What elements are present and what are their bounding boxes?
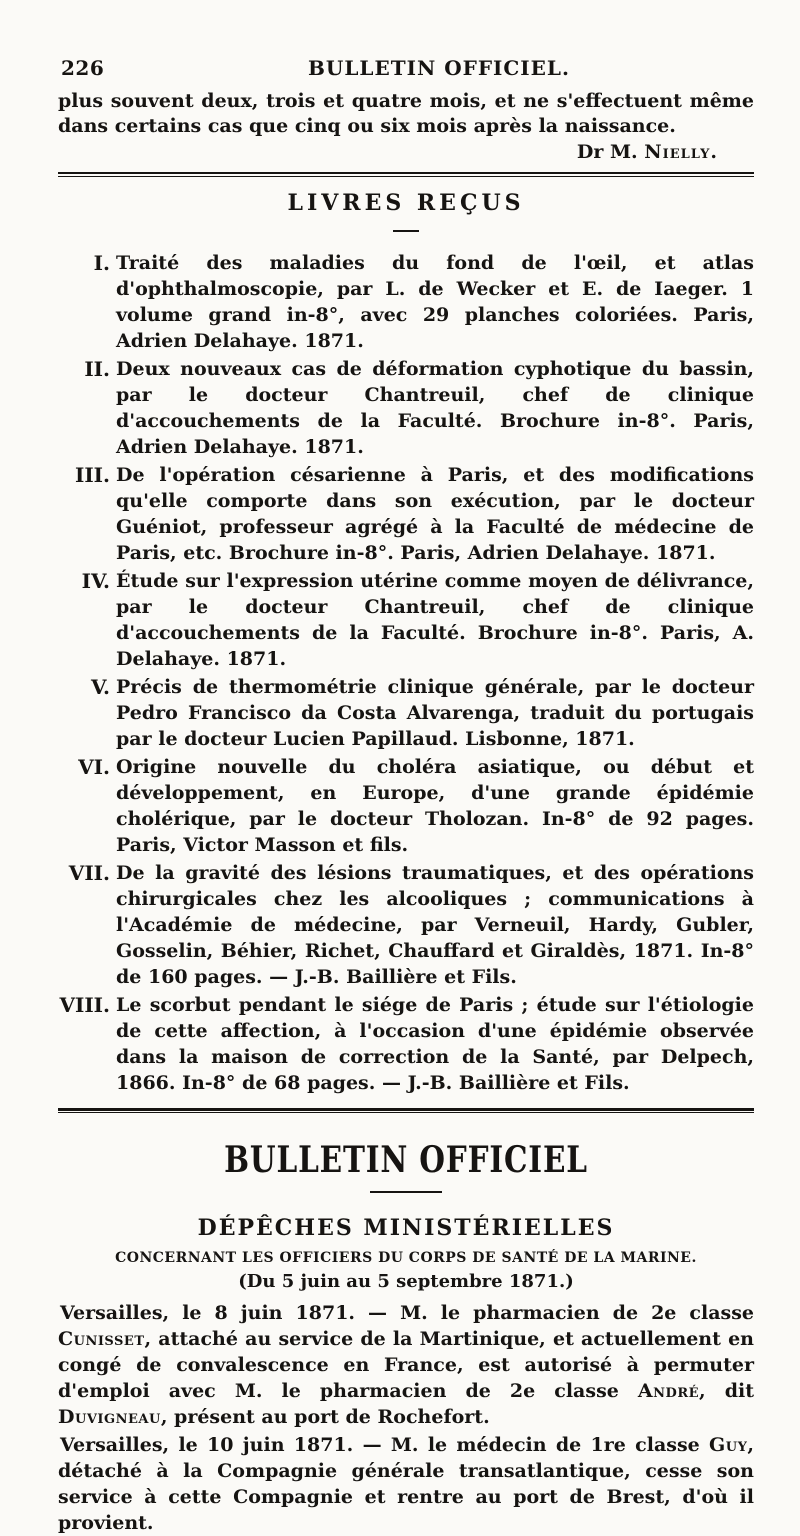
dispatches-list: [58, 1300, 754, 1536]
book-number: II.: [84, 357, 110, 381]
bulletin-title: BULLETIN OFFICIEL: [224, 1139, 588, 1181]
officer-name: André: [637, 1380, 700, 1402]
book-text: Le scorbut pendant le siége de Paris ; étude sur l'étiologie de cette affection, à l'occasion d'une épidémie observée dans la maison de correction de la Santé, par Delpech, 1866. In-8° de 68 pages. — J.-B. Baillière et Fils.: [116, 994, 754, 1094]
page-number: 226: [61, 56, 105, 80]
book-number: VIII.: [59, 993, 110, 1017]
section-divider: [58, 172, 754, 177]
book-text: Traité des maladies du fond de l'œil, et atlas d'ophthalmoscopie, par L. de Wecker et E. de Iaeger. 1 volume grand in-8°, avec 29 planches coloriées. Paris, Adrien Delahaye. 1871.: [116, 252, 754, 352]
officer-name: Cunisset: [58, 1328, 145, 1350]
dispatch-text: , dit: [699, 1380, 755, 1402]
officer-name: Duvigneau: [58, 1406, 161, 1428]
book-number: III.: [74, 463, 110, 487]
dispatch-entry: [58, 1300, 754, 1430]
dispatch-text: , attaché au service de la Martinique, et actuellement en congé de convalescence en France, est autorisé à permuter d'emploi avec M. le pharmacien de 2e classe: [58, 1328, 754, 1402]
book-text: Origine nouvelle du choléra asiatique, ou début et développement, en Europe, d'une grande épidémie cholérique, par le docteur Tholozan. In-8° de 92 pages. Paris, Victor Masson et fils.: [116, 756, 754, 856]
book-entry: [58, 356, 754, 460]
book-text: De la gravité des lésions traumatiques, et des opérations chirurgicales chez les alcooliques ; communications à l'Académie de médecine, par Verneuil, Hardy, Gubler, Gosselin, Béhier, Richet, Chauffard et Giraldès, 1871. In-8° de 160 pages. — J.-B. Baillière et Fils.: [116, 862, 754, 988]
title-underline: [370, 1191, 442, 1193]
books-heading: LIVRES REÇUS: [287, 190, 525, 216]
signature-name: Nielly.: [644, 141, 718, 163]
book-number: VII.: [68, 861, 110, 885]
dispatch-text: Versailles, le 10 juin 1871. — M. le médecin de 1re classe: [60, 1434, 710, 1456]
book-number: I.: [93, 251, 110, 275]
dispatch-text: Versailles, le 8 juin 1871. — M. le pharmacien de 2e classe: [60, 1302, 754, 1324]
book-text: Deux nouveaux cas de déformation cyphotique du bassin, par le docteur Chantreuil, chef de clinique d'accouchements de la Faculté. Brochure in-8°. Paris, Adrien Delahaye. 1871.: [116, 358, 754, 458]
book-text: Précis de thermométrie clinique générale, par le docteur Pedro Francisco da Costa Alvarenga, traduit du portugais par le docteur Lucien Papillaud. Lisbonne, 1871.: [116, 676, 754, 750]
dispatch-text: , présent au port de Rochefort.: [160, 1406, 490, 1428]
book-entry: [58, 250, 754, 354]
running-title: BULLETIN OFFICIEL.: [308, 56, 570, 80]
running-header: [58, 50, 754, 86]
book-entry: [58, 754, 754, 858]
page-content: [58, 50, 754, 1536]
officer-name: Guy: [709, 1434, 748, 1456]
book-entry: [58, 674, 754, 752]
book-entry: [58, 992, 754, 1096]
signature-prefix: Dr M.: [576, 141, 638, 163]
book-entry: [58, 860, 754, 990]
book-entry: [58, 568, 754, 672]
section-divider-thick: [58, 1108, 754, 1113]
book-number: VI.: [78, 755, 110, 779]
author-signature: [58, 141, 754, 163]
dispatches-heading: DÉPÊCHES MINISTÉRIELLES: [197, 1215, 615, 1241]
book-entry: [58, 462, 754, 566]
opening-paragraph: plus souvent deux, trois et quatre mois, et ne s'effectuent même dans certains cas que cinq ou six mois après la naissance.: [58, 90, 754, 137]
dispatches-date-range: (Du 5 juin au 5 septembre 1871.): [238, 1271, 574, 1292]
dispatch-entry: [58, 1432, 754, 1536]
book-number: IV.: [81, 569, 110, 593]
heading-underline: [393, 230, 419, 232]
books-list: [58, 250, 754, 1096]
book-number: V.: [91, 675, 110, 699]
book-text: De l'opération césarienne à Paris, et des modifications qu'elle comporte dans son exécution, par le docteur Guéniot, professeur agrégé à la Faculté de médecine de Paris, etc. Brochure in-8°. Paris, Adrien Delahaye. 1871.: [116, 464, 754, 564]
book-text: Étude sur l'expression utérine comme moyen de délivrance, par le docteur Chantreuil, chef de clinique d'accouchements de la Faculté. Brochure in-8°. Paris, A. Delahaye. 1871.: [116, 570, 754, 670]
dispatch-text: , détaché à la Compagnie générale transatlantique, cesse son service à cette Compagnie et rentre au port de Brest, d'où il provient.: [58, 1434, 754, 1534]
dispatches-concerning: CONCERNANT LES OFFICIERS DU CORPS DE SANTÉ DE LA MARINE.: [115, 1250, 697, 1266]
